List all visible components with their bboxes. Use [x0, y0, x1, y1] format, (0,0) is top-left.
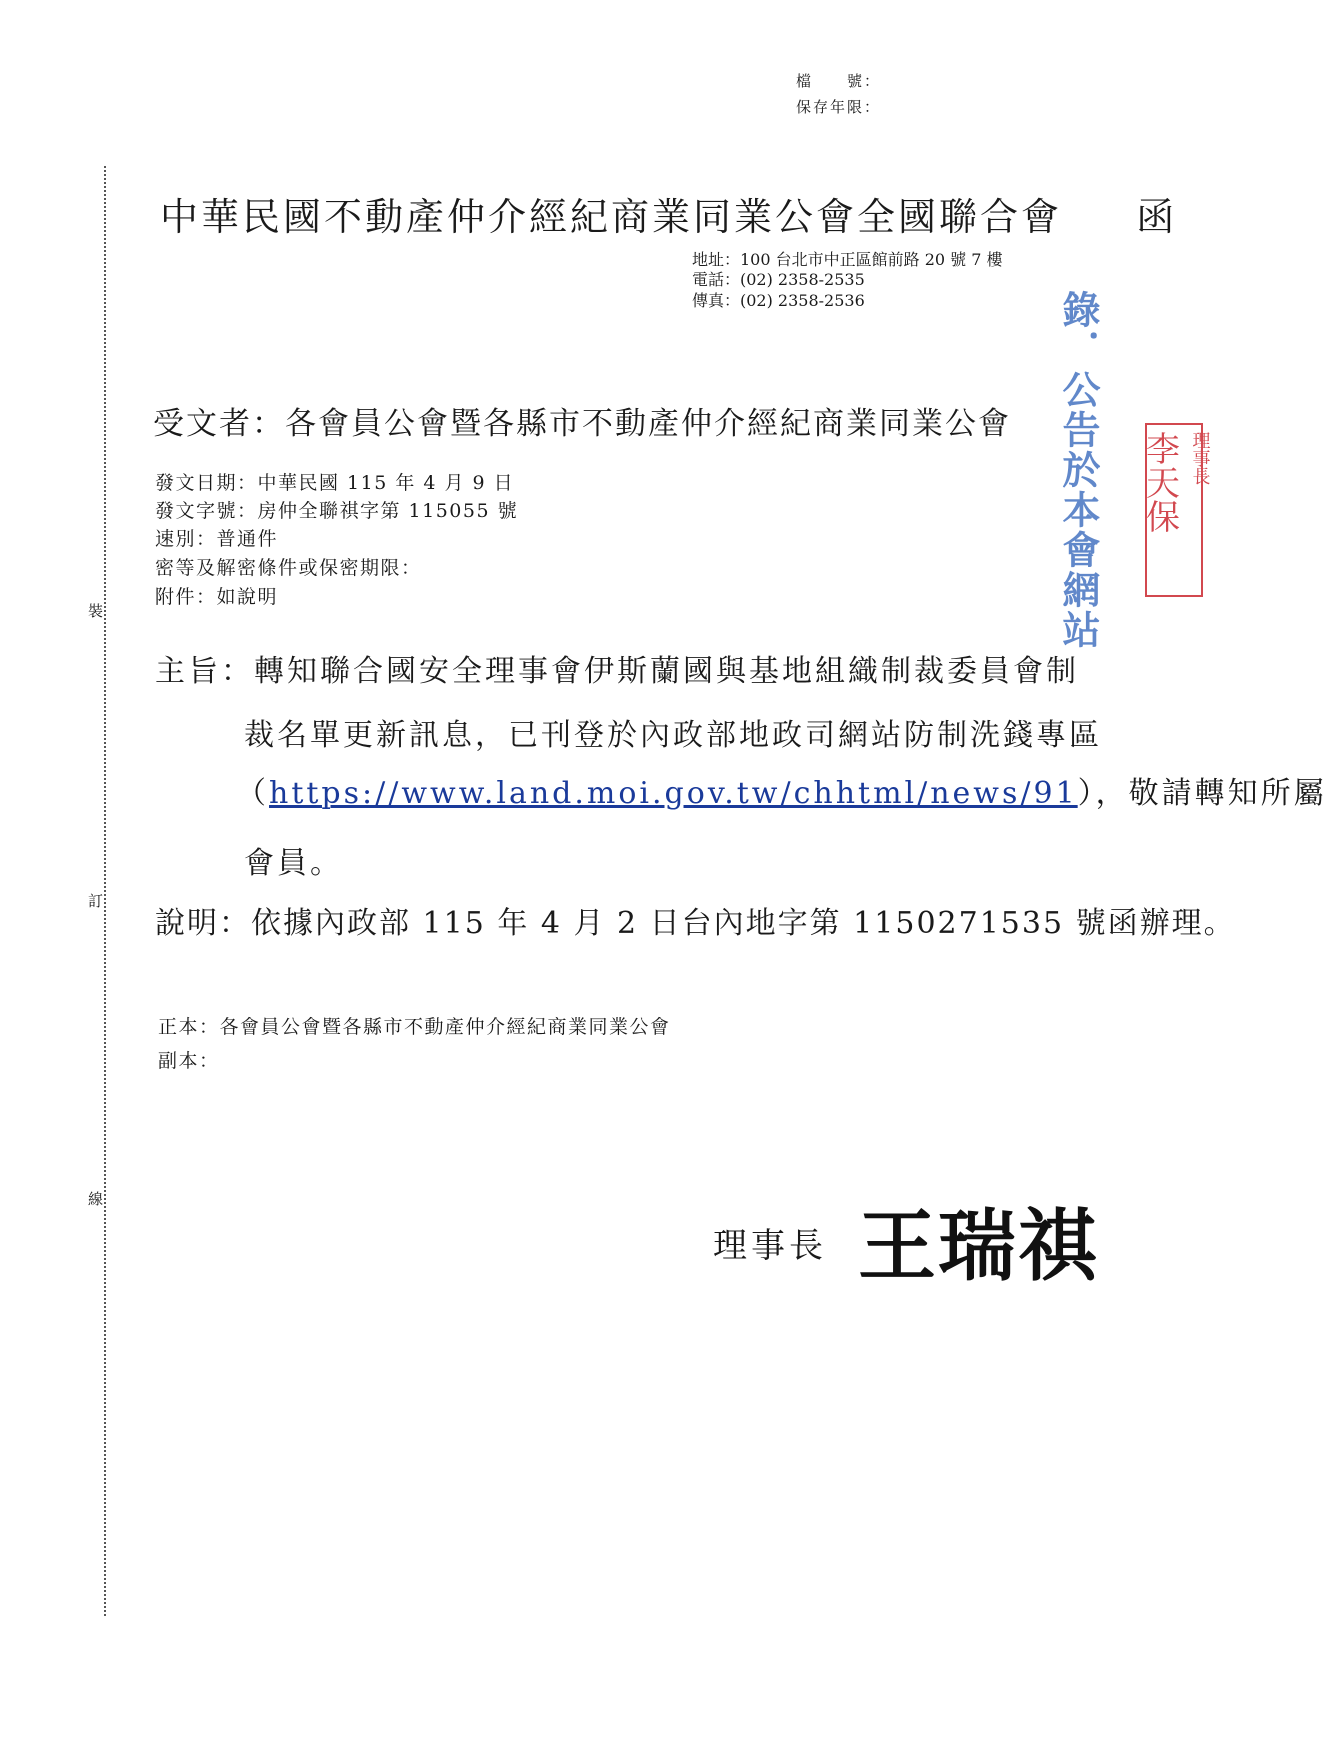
seal-name: 李天保: [1139, 431, 1180, 533]
file-number-label: 檔 號：: [796, 72, 882, 90]
binding-mark-top: 裝: [88, 598, 103, 623]
subject-line-2: 裁名單更新訊息，已刊登於內政部地政司網站防制洗錢專區: [244, 718, 1102, 753]
retention-period-label: 保存年限：: [796, 98, 882, 116]
phone: 電話：(02) 2358-2535: [692, 270, 865, 289]
carbon-copy: 副本：: [158, 1050, 220, 1072]
org-name: 中華民國不動產仲介經紀商業同業公會全國聯合會: [160, 195, 1063, 239]
paren-close: ），敬請轉知所屬: [1077, 776, 1327, 811]
original-recipients: 正本：各會員公會暨各縣市不動產仲介經紀商業同業公會: [158, 1016, 671, 1038]
doc-type: 函: [1136, 195, 1178, 239]
binding-mark-bottom: 線: [88, 1186, 103, 1211]
chairman-seal: [1139, 423, 1211, 597]
moi-link[interactable]: https://www.land.moi.gov.tw/chhtml/news/91: [269, 776, 1078, 811]
document-number: 發文字號：房仲全聯祺字第 115055 號: [155, 500, 519, 522]
attachment: 附件：如說明: [155, 586, 279, 608]
delivery-speed: 速別：普通件: [155, 528, 279, 550]
subject-line-3: [236, 768, 1327, 812]
publication-stamp: 錄．公告於本會網站: [1056, 290, 1101, 650]
issue-date: 發文日期：中華民國 115 年 4 月 9 日: [155, 472, 515, 494]
recipient: 受文者：各會員公會暨各縣市不動產仲介經紀商業同業公會: [153, 406, 1011, 442]
fax: 傳真：(02) 2358-2536: [692, 291, 865, 310]
explanation: 說明：依據內政部 115 年 4 月 2 日台內地字第 1150271535 號函辦理。: [155, 906, 1236, 941]
document-title: [160, 186, 1177, 241]
seal-title: 理事長: [1189, 431, 1211, 485]
subject-line-1: 主旨：轉知聯合國安全理事會伊斯蘭國與基地組織制裁委員會制: [155, 654, 1079, 689]
paren-open: （: [236, 776, 269, 811]
address: 地址：100 台北市中正區館前路 20 號 7 樓: [692, 250, 1003, 269]
secrecy-level: 密等及解密條件或保密期限：: [155, 557, 422, 579]
signature-name: 王瑞祺: [858, 1201, 1099, 1292]
subject-line-4: 會員。: [244, 846, 343, 881]
binding-mark-middle: 訂: [88, 888, 103, 913]
signature-title: 理事長: [713, 1226, 827, 1266]
binding-line: [104, 166, 106, 1616]
